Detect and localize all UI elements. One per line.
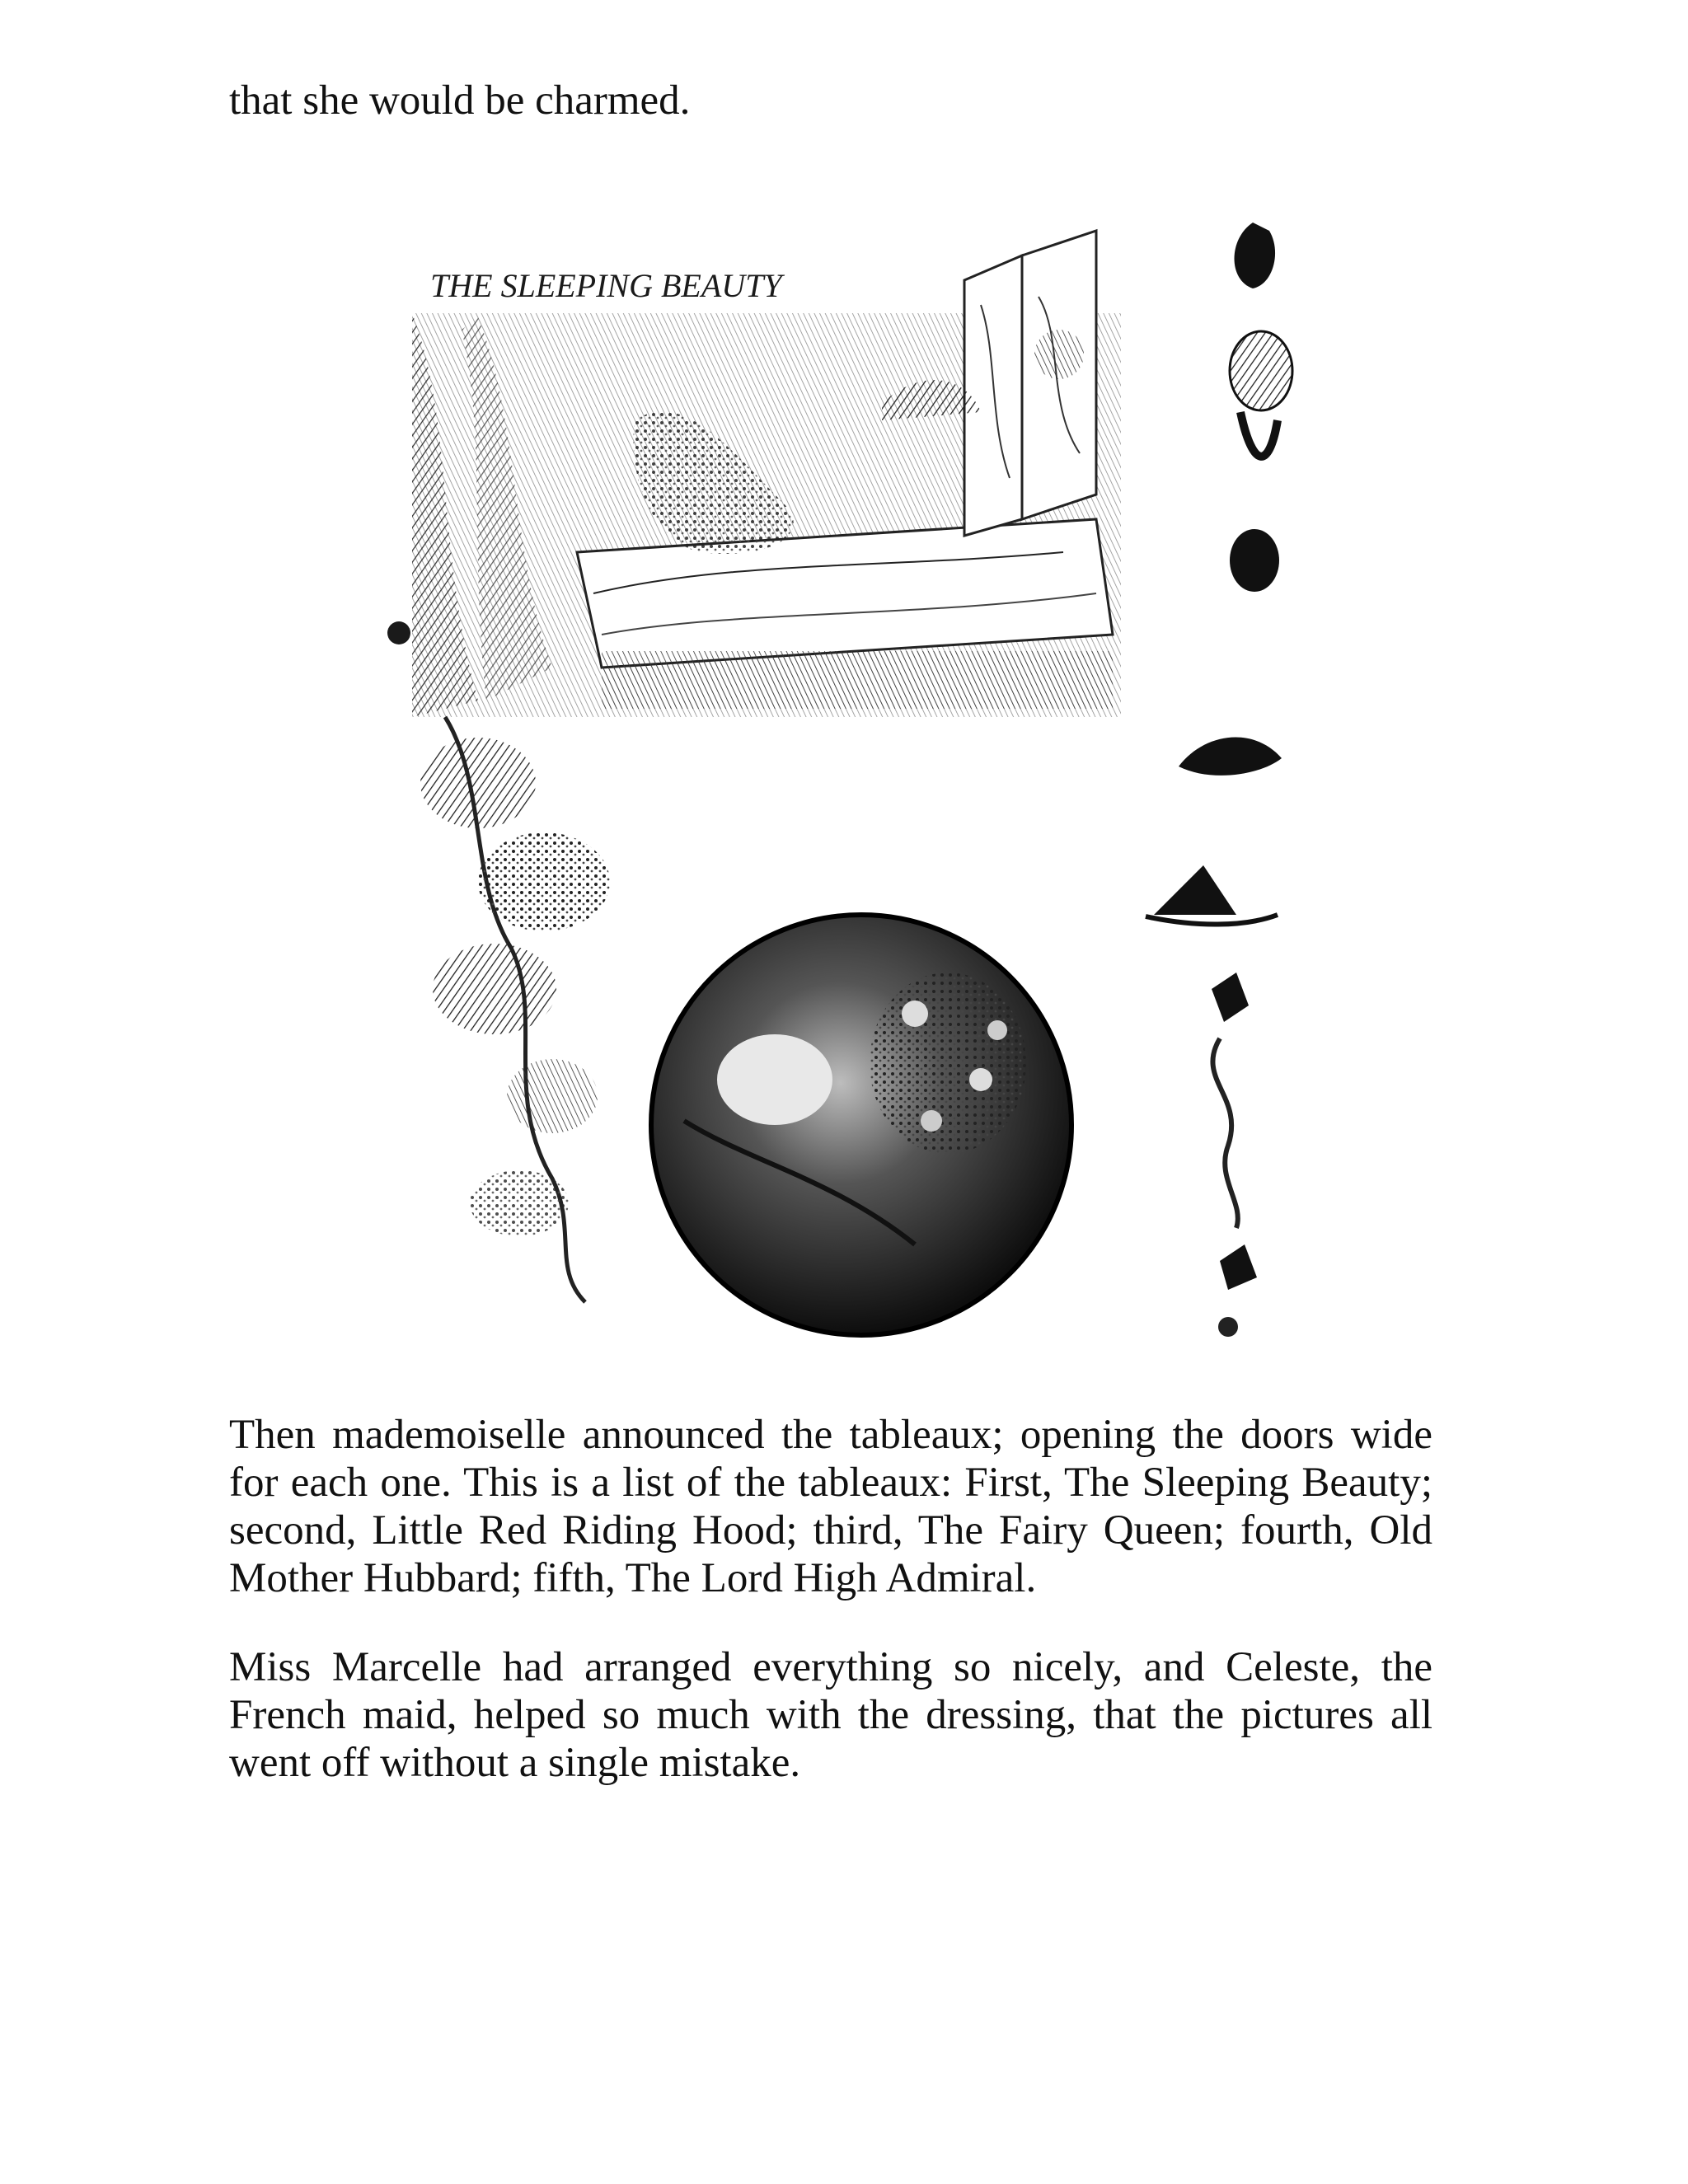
illustration-title: THE SLEEPING BEAUTY bbox=[430, 267, 782, 304]
sleeping-beauty-illustration bbox=[387, 206, 1343, 1360]
flower-vine bbox=[387, 621, 610, 1302]
hat-silhouettes bbox=[1146, 223, 1292, 1337]
folding-screen bbox=[964, 231, 1096, 536]
sleeping-beauty-medallion bbox=[651, 915, 1071, 1335]
opening-line: that she would be charmed. bbox=[229, 77, 691, 124]
marcelle-paragraph: Miss Marcelle had arranged everything so nicely, and Celeste, the French maid, helped so much with the dressing, that the pictures all went off without a single mistake. bbox=[229, 1644, 1432, 1786]
tableaux-paragraph: Then mademoiselle announced the tableaux; opening the doors wide for each one. This is a list of the tableaux: First, The Sleeping Beauty; second, Little Red Riding Hood; third, The Fairy Queen; fourth, Old Mother Hubbard; fifth, The Lord High Admiral. bbox=[229, 1412, 1432, 1601]
